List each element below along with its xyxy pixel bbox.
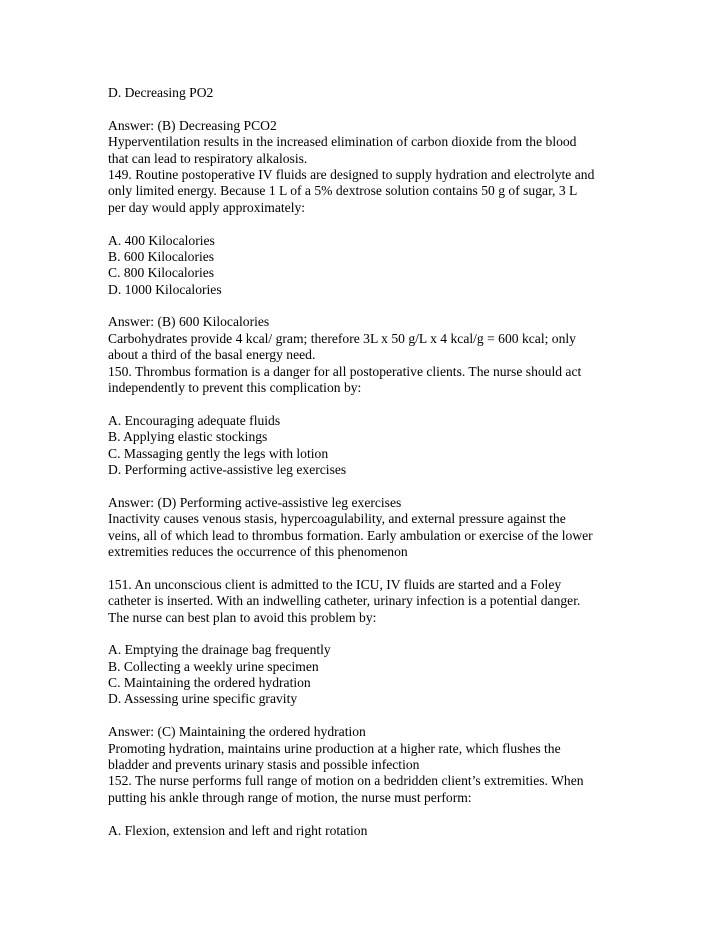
text-line: B. Applying elastic stockings xyxy=(108,429,268,445)
text-line: Answer: (B) Decreasing PCO2 xyxy=(108,117,277,133)
text-line: 150. Thrombus formation is a danger for all postoperative clients. The nurse should act xyxy=(108,363,582,379)
text-line: veins, all of which lead to thrombus formation. Early ambulation or exercise of the lower xyxy=(108,527,593,543)
blank-line xyxy=(108,708,628,724)
text-line: A. 400 Kilocalories xyxy=(108,232,215,248)
blank-line xyxy=(108,626,628,642)
text-line: D. Decreasing PO2 xyxy=(108,85,214,100)
text-line: A. Emptying the drainage bag frequently xyxy=(108,642,331,658)
text-line: B. Collecting a weekly urine specimen xyxy=(108,658,319,674)
text-line: catheter is inserted. With an indwelling catheter, urinary infection is a potential danger. xyxy=(108,593,581,609)
text-line: putting his ankle through range of motion, the nurse must perform: xyxy=(108,789,472,805)
text-line: The nurse can best plan to avoid this problem by: xyxy=(108,609,377,625)
blank-line xyxy=(108,396,628,412)
text-line: C. Massaging gently the legs with lotion xyxy=(108,445,329,461)
text-line: Answer: (D) Performing active-assistive leg exercises xyxy=(108,494,402,510)
text-line: 149. Routine postoperative IV fluids are designed to supply hydration and electrolyte and xyxy=(108,166,595,182)
text-line: Promoting hydration, maintains urine production at a higher rate, which flushes the xyxy=(108,740,561,756)
text-line: D. Performing active-assistive leg exercises xyxy=(108,461,347,477)
blank-line xyxy=(108,478,628,494)
blank-line xyxy=(108,101,628,117)
text-line: bladder and prevents urinary stasis and possible infection xyxy=(108,757,420,773)
text-line: Answer: (C) Maintaining the ordered hydration xyxy=(108,724,366,740)
text-line: extremities reduces the occurrence of this phenomenon xyxy=(108,543,408,559)
text-line: Hyperventilation results in the increased elimination of carbon dioxide from the blood xyxy=(108,134,577,150)
text-line: A. Encouraging adequate fluids xyxy=(108,412,281,428)
text-line: about a third of the basal energy need. xyxy=(108,347,316,363)
text-line: A. Flexion, extension and left and right rotation xyxy=(108,822,368,838)
text-line: independently to prevent this complication by: xyxy=(108,380,362,396)
document-text xyxy=(108,85,628,839)
text-line: 152. The nurse performs full range of motion on a bedridden client’s extremities. When xyxy=(108,773,584,789)
text-line: that can lead to respiratory alkalosis. xyxy=(108,150,308,166)
text-line: D. 1000 Kilocalories xyxy=(108,281,222,297)
text-line: Carbohydrates provide 4 kcal/ gram; therefore 3L x 50 g/L x 4 kcal/g = 600 kcal; only xyxy=(108,330,576,346)
text-line: Inactivity causes venous stasis, hypercoagulability, and external pressure against the xyxy=(108,511,566,527)
text-line: 151. An unconscious client is admitted to the ICU, IV fluids are started and a Foley xyxy=(108,576,562,592)
blank-line xyxy=(108,806,628,822)
text-line: C. Maintaining the ordered hydration xyxy=(108,675,311,691)
blank-line xyxy=(108,298,628,314)
blank-line xyxy=(108,216,628,232)
text-line: B. 600 Kilocalories xyxy=(108,248,215,264)
text-line: only limited energy. Because 1 L of a 5% dextrose solution contains 50 g of sugar, 3 L xyxy=(108,183,578,199)
text-line: per day would apply approximately: xyxy=(108,199,306,215)
text-line: Answer: (B) 600 Kilocalories xyxy=(108,314,270,330)
text-line: C. 800 Kilocalories xyxy=(108,265,215,281)
text-line: D. Assessing urine specific gravity xyxy=(108,691,298,707)
blank-line xyxy=(108,560,628,576)
